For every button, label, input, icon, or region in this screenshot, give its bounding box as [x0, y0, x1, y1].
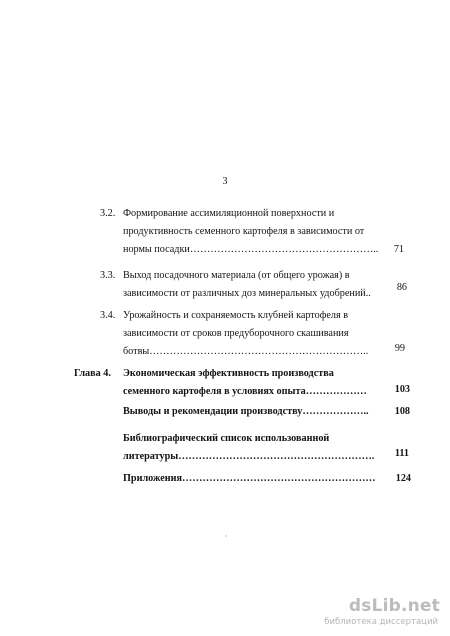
scan-speck [225, 535, 227, 537]
toc-line: Выход посадочного материала (от общего урожая) в [123, 270, 350, 281]
toc-entry-bibliography[interactable] [123, 430, 418, 466]
page-ref: 108 [394, 406, 410, 417]
page-ref: 124 [395, 473, 411, 484]
page-ref: 103 [394, 384, 410, 395]
toc-line: зависимости от сроков предуборочного скашивания [123, 328, 349, 339]
toc-line: Экономическая эффективность производства [123, 368, 334, 379]
watermark-logo: dsLib.net [348, 596, 440, 616]
page-ref: 71 [393, 244, 404, 255]
page-ref: 111 [394, 448, 409, 459]
toc-line: литературы…………………………………………………. [123, 451, 375, 462]
toc-line: продуктивность семенного картофеля в зависимости от [123, 226, 365, 237]
chapter-label: Глава 4. [74, 368, 111, 379]
watermark-subtitle: библиотека диссертаций [324, 617, 438, 627]
toc-entry-3-3[interactable] [88, 267, 418, 303]
toc-line: семенного картофеля в условиях опыта……………… [123, 386, 367, 397]
section-number: 3.4. [100, 310, 116, 321]
watermark [320, 596, 440, 630]
toc-line: Формирование ассимиляционной поверхности и [123, 208, 335, 219]
page-ref: 99 [394, 343, 405, 354]
toc-entry-3-2[interactable] [88, 205, 418, 259]
section-number: 3.2. [100, 208, 116, 219]
page-number: 3 [222, 176, 228, 187]
toc-entry-3-4[interactable] [88, 307, 418, 361]
toc-entry-chapter-4[interactable] [74, 365, 418, 401]
toc-line: Выводы и рекомендации производству……………….. [123, 406, 369, 417]
section-number: 3.3. [100, 270, 116, 281]
toc-entry-conclusions[interactable] [123, 403, 418, 421]
toc-line: Библиографический список использованной [123, 433, 330, 444]
toc-line: нормы посадки……………………………………………….. [123, 244, 379, 255]
page-ref: 86 [396, 282, 407, 293]
toc-line: Урожайность и сохраняемость клубней картофеля в [123, 310, 349, 321]
toc-line: Приложения………………………………………………… [123, 473, 376, 484]
toc-entry-appendices[interactable] [123, 470, 418, 488]
toc-line: зависимости от различных доз минеральных удобрений.. [123, 288, 371, 299]
toc-line: ботвы……………………………………………………….. [123, 346, 369, 357]
